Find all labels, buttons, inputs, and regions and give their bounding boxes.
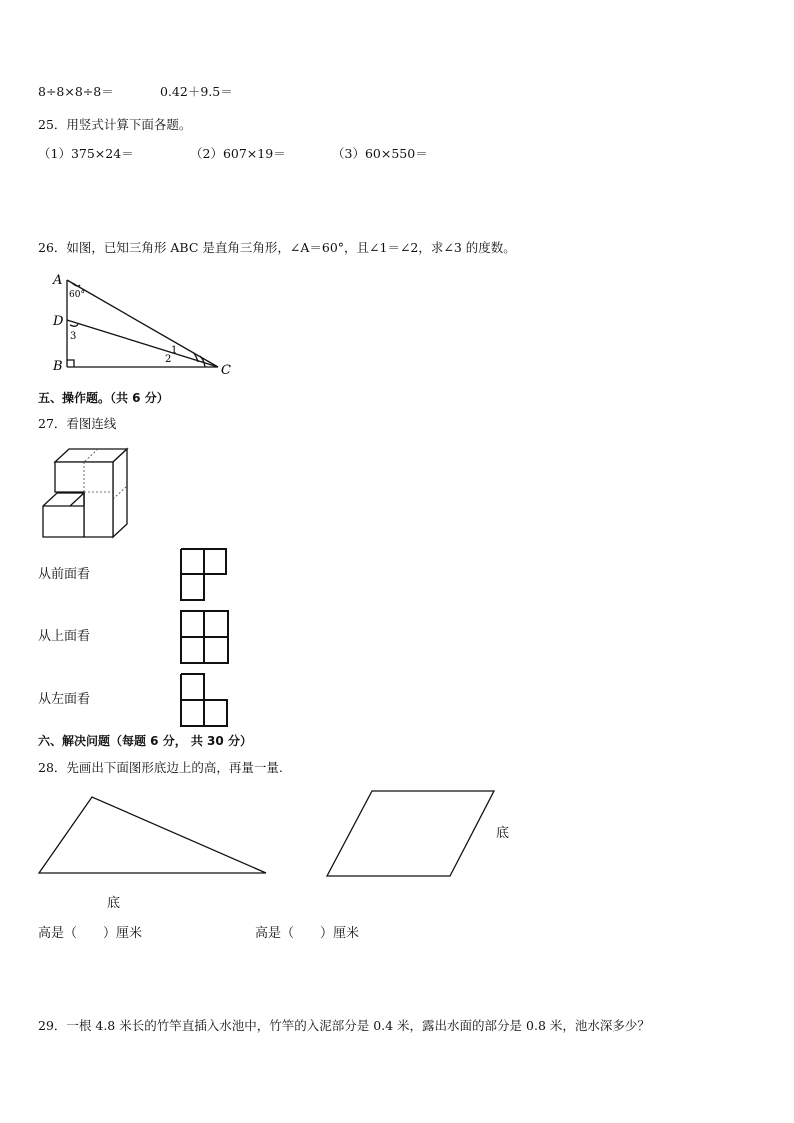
view-label-front: 从前面看 — [38, 567, 91, 582]
label-a: A — [53, 273, 63, 288]
label-angle-1: 1 — [171, 345, 178, 356]
angle-3-arc — [70, 324, 78, 326]
q28-base-label-2: 底 — [496, 826, 510, 841]
q25-item-2: （2）607×19＝ — [190, 146, 286, 161]
q28-answer-2[interactable]: 高是（ ）厘米 — [255, 926, 360, 941]
q28-base-label-1: 底 — [107, 896, 121, 911]
view-shape-left[interactable] — [180, 673, 230, 728]
label-angle-2: 2 — [165, 354, 172, 365]
label-angle-60: 60° — [69, 290, 85, 300]
right-angle-mark — [67, 360, 74, 367]
q28-triangle[interactable] — [36, 794, 276, 884]
expr-2: 0.42＋9.5＝ — [160, 84, 233, 99]
side-ac — [67, 280, 218, 367]
q28-answer-1[interactable]: 高是（ ）厘米 — [38, 926, 143, 941]
q27-title: 27．看图连线 — [38, 416, 117, 431]
section-6-title: 六、解决问题（每题 6 分， 共 30 分） — [38, 734, 252, 748]
segment-dc — [67, 320, 218, 367]
view-label-top: 从上面看 — [38, 629, 91, 644]
q25-item-3: （3）60×550＝ — [332, 146, 428, 161]
q25-item-1: （1）375×24＝ — [38, 146, 134, 161]
label-d: D — [53, 314, 64, 329]
q26-triangle-figure — [50, 270, 260, 380]
q28-title: 28．先画出下面图形底边上的高，再量一量. — [38, 760, 283, 775]
label-angle-3: 3 — [70, 331, 77, 342]
q29-title: 29．一根 4.8 米长的竹竿直插入水池中，竹竿的入泥部分是 0.4 米，露出水面的部分是 0.8 米，池水深多少？ — [38, 1018, 650, 1033]
section-5-title: 五、操作题。（共 6 分） — [38, 391, 169, 405]
label-b: B — [53, 359, 63, 374]
view-label-left: 从左面看 — [38, 692, 91, 707]
view-shape-front[interactable] — [180, 548, 230, 603]
view-shape-top[interactable] — [180, 610, 230, 665]
q27-cube-stack-figure — [40, 444, 140, 544]
q28-parallelogram[interactable] — [322, 788, 502, 883]
label-c: C — [221, 363, 231, 378]
q26-title: 26．如图，已知三角形 ABC 是直角三角形，∠A＝60°，且∠1＝∠2，求∠3 的度数。 — [38, 240, 516, 255]
q25-title: 25．用竖式计算下面各题。 — [38, 117, 192, 132]
expr-1: 8÷8×8÷8＝ — [38, 84, 114, 99]
